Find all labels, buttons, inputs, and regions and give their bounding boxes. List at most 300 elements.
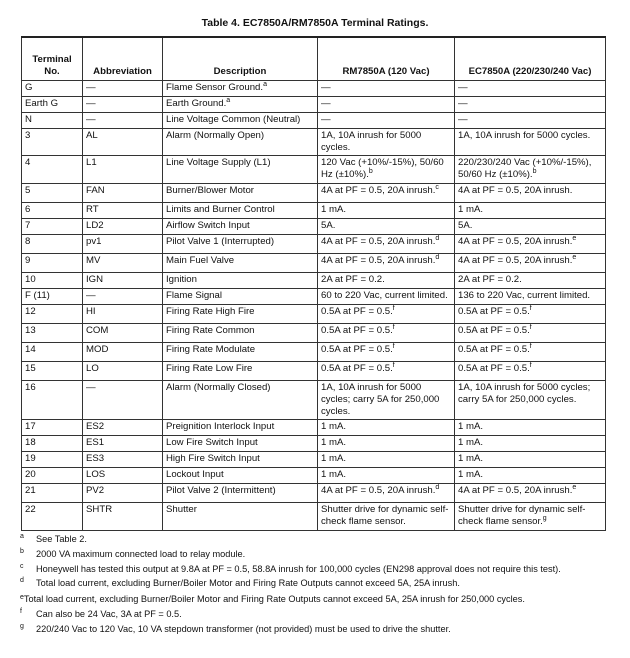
rm7850a-rating-cell — [318, 97, 455, 113]
ec7850a-rating-cell — [455, 81, 606, 97]
footnote — [20, 534, 620, 545]
description-cell-text: Firing Rate Common — [166, 325, 255, 336]
description-cell-text: Ignition — [166, 274, 197, 285]
ec7850a-rating-cell — [455, 219, 606, 235]
terminal-cell-text: 15 — [25, 363, 36, 374]
footnote-mark: f — [529, 362, 532, 369]
table-body — [22, 81, 606, 531]
terminal-cell-text: 12 — [25, 306, 36, 317]
description-cell-text: Alarm (Normally Closed) — [166, 382, 271, 393]
ec7850a-rating-cell — [455, 452, 606, 468]
abbreviation-cell — [83, 273, 163, 289]
ec7850a-rating-cell-text: 1 mA. — [458, 469, 484, 480]
footnote-mark: f — [392, 362, 395, 369]
abbreviation-cell — [83, 129, 163, 156]
table-row — [22, 219, 606, 235]
terminal-cell-text: G — [25, 82, 33, 93]
ec7850a-rating-cell — [455, 203, 606, 219]
rm7850a-rating-cell-text: 1 mA. — [321, 469, 347, 480]
abbreviation-cell — [83, 113, 163, 129]
terminal-cell-text: F (11) — [25, 290, 50, 301]
footnote-mark: d — [20, 577, 24, 585]
rm7850a-rating-cell-text: — — [321, 114, 331, 125]
description-cell-text: Flame Signal — [166, 290, 222, 301]
ec7850a-rating-cell — [455, 305, 606, 324]
ec7850a-rating-cell — [455, 503, 606, 531]
abbreviation-cell — [83, 484, 163, 503]
description-cell — [163, 289, 318, 305]
footnote-mark: e — [572, 484, 577, 491]
abbreviation-cell — [83, 81, 163, 97]
rm7850a-rating-cell — [318, 184, 455, 203]
ec7850a-rating-cell-text: 1A, 10A inrush for 5000 cycles; carry 5A for 250,000 cycles. — [458, 382, 591, 405]
rm7850a-rating-cell — [318, 254, 455, 273]
rm7850a-rating-cell-text: 0.5A at PF = 0.5. — [321, 363, 393, 374]
footnote-text: Total load current, excluding Burner/Boiler Motor and Firing Rate Outputs cannot exceed 5A, 25A inrush for 250,000 cycles. — [23, 594, 525, 605]
rm7850a-rating-cell-text: — — [321, 98, 331, 109]
rm7850a-rating-cell — [318, 203, 455, 219]
abbreviation-cell-text: FAN — [86, 185, 105, 196]
terminal-cell — [22, 343, 83, 362]
terminal-cell-text: 22 — [25, 504, 36, 515]
terminal-cell-text: 7 — [25, 220, 31, 231]
footnote-mark: f — [392, 305, 395, 312]
description-cell-text: Limits and Burner Control — [166, 204, 275, 215]
terminal-cell-text: Earth G — [25, 98, 59, 109]
abbreviation-cell — [83, 289, 163, 305]
terminal-cell — [22, 420, 83, 436]
description-cell — [163, 436, 318, 452]
footnote-mark: b — [368, 168, 373, 175]
rm7850a-rating-cell — [318, 113, 455, 129]
terminal-cell — [22, 219, 83, 235]
abbreviation-cell-text: — — [86, 114, 96, 125]
col-header-description: Description — [163, 37, 318, 81]
abbreviation-cell-text: COM — [86, 325, 109, 336]
terminal-cell — [22, 81, 83, 97]
abbreviation-cell-text: LD2 — [86, 220, 104, 231]
description-cell — [163, 129, 318, 156]
description-cell-text: Line Voltage Supply (L1) — [166, 157, 271, 168]
abbreviation-cell-text: LO — [86, 363, 99, 374]
ec7850a-rating-cell — [455, 129, 606, 156]
col-header-rm7850a: RM7850A (120 Vac) — [318, 37, 455, 81]
description-cell — [163, 468, 318, 484]
abbreviation-cell — [83, 97, 163, 113]
abbreviation-cell — [83, 324, 163, 343]
abbreviation-cell — [83, 184, 163, 203]
ec7850a-rating-cell — [455, 484, 606, 503]
table-row — [22, 97, 606, 113]
abbreviation-cell-text: AL — [86, 130, 98, 141]
rm7850a-rating-cell-text: 0.5A at PF = 0.5. — [321, 306, 393, 317]
footnote-mark: f — [20, 607, 22, 615]
description-cell-text: High Fire Switch Input — [166, 453, 260, 464]
abbreviation-cell-text: MV — [86, 255, 101, 266]
footnote — [20, 564, 620, 575]
abbreviation-cell — [83, 156, 163, 184]
ec7850a-rating-cell — [455, 362, 606, 381]
terminal-cell — [22, 468, 83, 484]
footnote-mark: g — [542, 515, 547, 522]
ec7850a-rating-cell-text: 1 mA. — [458, 421, 484, 432]
abbreviation-cell — [83, 235, 163, 254]
table-row — [22, 81, 606, 97]
table-row — [22, 203, 606, 219]
terminal-cell — [22, 254, 83, 273]
footnote — [20, 593, 620, 605]
terminal-cell-text: N — [25, 114, 32, 125]
table-row — [22, 324, 606, 343]
table-row — [22, 289, 606, 305]
table-header-row — [22, 37, 606, 81]
table-row — [22, 305, 606, 324]
abbreviation-cell-text: HI — [86, 306, 96, 317]
ec7850a-rating-cell-text: 2A at PF = 0.2. — [458, 274, 522, 285]
ec7850a-rating-cell-text: 0.5A at PF = 0.5. — [458, 344, 530, 355]
footnote-text: 220/240 Vac to 120 Vac, 10 VA stepdown transformer (not provided) must be used to drive the shutter. — [36, 623, 451, 634]
abbreviation-cell-text: pv1 — [86, 236, 102, 247]
description-cell-text: Line Voltage Common (Neutral) — [166, 114, 301, 125]
table-row — [22, 343, 606, 362]
ec7850a-rating-cell — [455, 289, 606, 305]
ec7850a-rating-cell — [455, 184, 606, 203]
terminal-cell-text: 13 — [25, 325, 36, 336]
footnote-text: See Table 2. — [36, 534, 87, 544]
ec7850a-rating-cell-text: 4A at PF = 0.5, 20A inrush. — [458, 255, 573, 266]
ec7850a-rating-cell-text: 0.5A at PF = 0.5. — [458, 306, 530, 317]
footnotes — [20, 534, 620, 639]
rm7850a-rating-cell — [318, 156, 455, 184]
footnote-mark: d — [435, 484, 440, 491]
abbreviation-cell-text: ES1 — [86, 437, 105, 448]
rm7850a-rating-cell-text: Shutter drive for dynamic self-check flame sensor. — [321, 504, 449, 527]
ec7850a-rating-cell-text: 5A. — [458, 220, 473, 231]
description-cell-text: Firing Rate High Fire — [166, 306, 255, 317]
description-cell — [163, 484, 318, 503]
rm7850a-rating-cell — [318, 362, 455, 381]
terminal-ratings-table — [21, 36, 606, 531]
table-title: Table 4. EC7850A/RM7850A Terminal Ratings. — [201, 17, 429, 29]
rm7850a-rating-cell — [318, 289, 455, 305]
description-cell — [163, 420, 318, 436]
abbreviation-cell — [83, 203, 163, 219]
description-cell-text: Firing Rate Modulate — [166, 344, 256, 355]
rm7850a-rating-cell-text: 2A at PF = 0.2. — [321, 274, 385, 285]
terminal-cell-text: 6 — [25, 204, 31, 215]
footnote — [20, 609, 620, 620]
description-cell-text: Lockout Input — [166, 469, 224, 480]
terminal-cell — [22, 113, 83, 129]
terminal-cell-text: 3 — [25, 130, 31, 141]
description-cell-text: Airflow Switch Input — [166, 220, 250, 231]
abbreviation-cell-text: L1 — [86, 157, 97, 168]
terminal-cell-text: 20 — [25, 469, 36, 480]
ec7850a-rating-cell-text: 0.5A at PF = 0.5. — [458, 325, 530, 336]
terminal-cell-text: 9 — [25, 255, 31, 266]
terminal-cell — [22, 97, 83, 113]
terminal-cell-text: 8 — [25, 236, 31, 247]
terminal-cell-text: 16 — [25, 382, 36, 393]
rm7850a-rating-cell-text: 1 mA. — [321, 453, 347, 464]
terminal-cell — [22, 184, 83, 203]
description-cell — [163, 381, 318, 420]
terminal-cell-text: 10 — [25, 274, 36, 285]
ec7850a-rating-cell-text: 1A, 10A inrush for 5000 cycles. — [458, 130, 591, 141]
abbreviation-cell — [83, 452, 163, 468]
col-header-abbreviation: Abbreviation — [83, 37, 163, 81]
footnote-mark: e — [572, 235, 577, 242]
rm7850a-rating-cell — [318, 129, 455, 156]
rm7850a-rating-cell-text: 4A at PF = 0.5, 20A inrush. — [321, 255, 436, 266]
terminal-cell-text: 18 — [25, 437, 36, 448]
rm7850a-rating-cell-text: 60 to 220 Vac, current limited. — [321, 290, 448, 301]
ec7850a-rating-cell-text: — — [458, 98, 468, 109]
description-cell — [163, 203, 318, 219]
table-row — [22, 113, 606, 129]
ec7850a-rating-cell-text: — — [458, 114, 468, 125]
terminal-cell — [22, 203, 83, 219]
abbreviation-cell-text: RT — [86, 204, 99, 215]
description-cell-text: Shutter — [166, 504, 197, 515]
ec7850a-rating-cell — [455, 343, 606, 362]
description-cell — [163, 184, 318, 203]
abbreviation-cell — [83, 305, 163, 324]
table-row — [22, 468, 606, 484]
abbreviation-cell-text: — — [86, 82, 96, 93]
abbreviation-cell — [83, 343, 163, 362]
ec7850a-rating-cell-text: 1 mA. — [458, 453, 484, 464]
footnote-mark: d — [435, 235, 440, 242]
footnote-mark: f — [392, 343, 395, 350]
terminal-cell — [22, 362, 83, 381]
col-header-terminal: Terminal No. — [22, 37, 83, 81]
terminal-cell — [22, 452, 83, 468]
footnote-mark: e — [20, 594, 24, 602]
footnote — [20, 624, 620, 635]
terminal-cell — [22, 305, 83, 324]
description-cell — [163, 219, 318, 235]
table-row — [22, 503, 606, 531]
ec7850a-rating-cell — [455, 97, 606, 113]
footnote-text: 2000 VA maximum connected load to relay module. — [36, 548, 246, 559]
rm7850a-rating-cell — [318, 273, 455, 289]
description-cell — [163, 113, 318, 129]
description-cell-text: Low Fire Switch Input — [166, 437, 258, 448]
terminal-cell-text: 5 — [25, 185, 31, 196]
footnote-mark: f — [529, 343, 532, 350]
abbreviation-cell — [83, 362, 163, 381]
rm7850a-rating-cell — [318, 81, 455, 97]
terminal-cell — [22, 436, 83, 452]
description-cell-text: Preignition Interlock Input — [166, 421, 275, 432]
terminal-cell-text: 19 — [25, 453, 36, 464]
terminal-cell — [22, 484, 83, 503]
table-row — [22, 381, 606, 420]
footnote-mark: a — [226, 97, 231, 104]
description-cell-text: Pilot Valve 1 (Interrupted) — [166, 236, 275, 247]
rm7850a-rating-cell-text: 1 mA. — [321, 204, 347, 215]
footnote-text: Total load current, excluding Burner/Boiler Motor and Firing Rate Outputs cannot exceed 5A, 25A inrush. — [36, 578, 460, 589]
rm7850a-rating-cell-text: 1 mA. — [321, 421, 347, 432]
rm7850a-rating-cell — [318, 452, 455, 468]
abbreviation-cell-text: PV2 — [86, 485, 105, 496]
table-row — [22, 420, 606, 436]
rm7850a-rating-cell-text: 120 Vac (+10%/-15%), 50/60 Hz (±10%). — [321, 157, 444, 180]
abbreviation-cell-text: SHTR — [86, 504, 113, 515]
ec7850a-rating-cell — [455, 381, 606, 420]
footnote-text: Honeywell has tested this output at 9.8A at PF = 0.5, 58.8A inrush for 100,000 cycles (EN298 approval does not require this test). — [36, 563, 561, 574]
table-row — [22, 273, 606, 289]
rm7850a-rating-cell-text: 1A, 10A inrush for 5000 cycles; carry 5A for 250,000 cycles. — [321, 382, 440, 417]
description-cell — [163, 254, 318, 273]
rm7850a-rating-cell — [318, 381, 455, 420]
ec7850a-rating-cell — [455, 156, 606, 184]
rm7850a-rating-cell — [318, 305, 455, 324]
description-cell — [163, 235, 318, 254]
ec7850a-rating-cell — [455, 273, 606, 289]
rm7850a-rating-cell — [318, 503, 455, 531]
abbreviation-cell — [83, 381, 163, 420]
ec7850a-rating-cell-text: 220/230/240 Vac (+10%/-15%), 50/60 Hz (±10%). — [458, 157, 592, 180]
terminal-cell-text: 21 — [25, 485, 36, 496]
abbreviation-cell-text: IGN — [86, 274, 104, 285]
terminal-cell — [22, 235, 83, 254]
footnote-mark: f — [529, 324, 532, 331]
ec7850a-rating-cell-text: 4A at PF = 0.5, 20A inrush. — [458, 236, 573, 247]
rm7850a-rating-cell — [318, 420, 455, 436]
rm7850a-rating-cell — [318, 324, 455, 343]
description-cell-text: Alarm (Normally Open) — [166, 130, 265, 141]
ec7850a-rating-cell-text: 1 mA. — [458, 437, 484, 448]
terminal-cell — [22, 503, 83, 531]
ec7850a-rating-cell — [455, 254, 606, 273]
table-row — [22, 129, 606, 156]
ec7850a-rating-cell — [455, 113, 606, 129]
footnote-mark: f — [392, 324, 395, 331]
abbreviation-cell-text: ES3 — [86, 453, 105, 464]
table-row — [22, 452, 606, 468]
ec7850a-rating-cell-text: 136 to 220 Vac, current limited. — [458, 290, 591, 301]
rm7850a-rating-cell-text: 4A at PF = 0.5, 20A inrush. — [321, 185, 436, 196]
abbreviation-cell — [83, 503, 163, 531]
footnote-mark: a — [20, 533, 24, 540]
terminal-cell — [22, 381, 83, 420]
footnote-mark: c — [435, 184, 439, 191]
abbreviation-cell-text: — — [86, 290, 96, 301]
rm7850a-rating-cell-text: — — [321, 82, 331, 93]
rm7850a-rating-cell-text: 0.5A at PF = 0.5. — [321, 325, 393, 336]
description-cell — [163, 452, 318, 468]
ec7850a-rating-cell — [455, 468, 606, 484]
rm7850a-rating-cell — [318, 468, 455, 484]
table-row — [22, 184, 606, 203]
footnote — [20, 549, 620, 560]
abbreviation-cell-text: LOS — [86, 469, 106, 480]
col-header-ec7850a: EC7850A (220/230/240 Vac) — [455, 37, 606, 81]
abbreviation-cell-text: ES2 — [86, 421, 105, 432]
description-cell — [163, 362, 318, 381]
table-row — [22, 254, 606, 273]
table-row — [22, 362, 606, 381]
description-cell-text: Pilot Valve 2 (Intermittent) — [166, 485, 276, 496]
ec7850a-rating-cell-text: Shutter drive for dynamic self-check flame sensor. — [458, 504, 586, 527]
table-row — [22, 436, 606, 452]
footnote-mark: a — [263, 81, 267, 88]
abbreviation-cell — [83, 254, 163, 273]
rm7850a-rating-cell — [318, 436, 455, 452]
abbreviation-cell — [83, 468, 163, 484]
description-cell — [163, 81, 318, 97]
description-cell-text: Flame Sensor Ground. — [166, 82, 264, 93]
description-cell — [163, 273, 318, 289]
ec7850a-rating-cell — [455, 324, 606, 343]
ec7850a-rating-cell-text: 4A at PF = 0.5, 20A inrush. — [458, 485, 573, 496]
table-row — [22, 156, 606, 184]
abbreviation-cell — [83, 219, 163, 235]
terminal-cell-text: 14 — [25, 344, 36, 355]
footnote-mark: b — [20, 547, 24, 555]
description-cell — [163, 156, 318, 184]
terminal-cell — [22, 273, 83, 289]
rm7850a-rating-cell-text: 4A at PF = 0.5, 20A inrush. — [321, 236, 436, 247]
description-cell — [163, 503, 318, 531]
rm7850a-rating-cell-text: 1A, 10A inrush for 5000 cycles. — [321, 130, 422, 153]
description-cell-text: Burner/Blower Motor — [166, 185, 254, 196]
terminal-cell — [22, 156, 83, 184]
description-cell-text: Firing Rate Low Fire — [166, 363, 253, 374]
ec7850a-rating-cell-text: 0.5A at PF = 0.5. — [458, 363, 530, 374]
rm7850a-rating-cell — [318, 219, 455, 235]
description-cell-text: Main Fuel Valve — [166, 255, 235, 266]
abbreviation-cell-text: MOD — [86, 344, 109, 355]
footnote-mark: c — [20, 562, 24, 570]
abbreviation-cell — [83, 436, 163, 452]
footnote-mark: e — [572, 254, 577, 261]
footnote — [20, 578, 620, 589]
rm7850a-rating-cell-text: 1 mA. — [321, 437, 347, 448]
terminal-cell — [22, 129, 83, 156]
description-cell — [163, 97, 318, 113]
rm7850a-rating-cell-text: 5A. — [321, 220, 336, 231]
ec7850a-rating-cell-text: 1 mA. — [458, 204, 484, 215]
terminal-cell-text: 4 — [25, 157, 31, 168]
ec7850a-rating-cell — [455, 420, 606, 436]
terminal-cell — [22, 324, 83, 343]
ec7850a-rating-cell-text: — — [458, 82, 468, 93]
terminal-cell — [22, 289, 83, 305]
description-cell-text: Earth Ground. — [166, 98, 227, 109]
footnote-mark: f — [529, 305, 532, 312]
rm7850a-rating-cell — [318, 484, 455, 503]
abbreviation-cell-text: — — [86, 382, 96, 393]
description-cell — [163, 343, 318, 362]
footnote-mark: b — [532, 168, 537, 175]
description-cell — [163, 305, 318, 324]
table-row — [22, 484, 606, 503]
footnote-text: Can also be 24 Vac, 3A at PF = 0.5. — [36, 608, 182, 619]
table-row — [22, 235, 606, 254]
rm7850a-rating-cell-text: 0.5A at PF = 0.5. — [321, 344, 393, 355]
abbreviation-cell — [83, 420, 163, 436]
rm7850a-rating-cell — [318, 343, 455, 362]
rm7850a-rating-cell — [318, 235, 455, 254]
ec7850a-rating-cell-text: 4A at PF = 0.5, 20A inrush. — [458, 185, 573, 196]
ec7850a-rating-cell — [455, 235, 606, 254]
footnote-mark: g — [20, 622, 24, 630]
description-cell — [163, 324, 318, 343]
ec7850a-rating-cell — [455, 436, 606, 452]
